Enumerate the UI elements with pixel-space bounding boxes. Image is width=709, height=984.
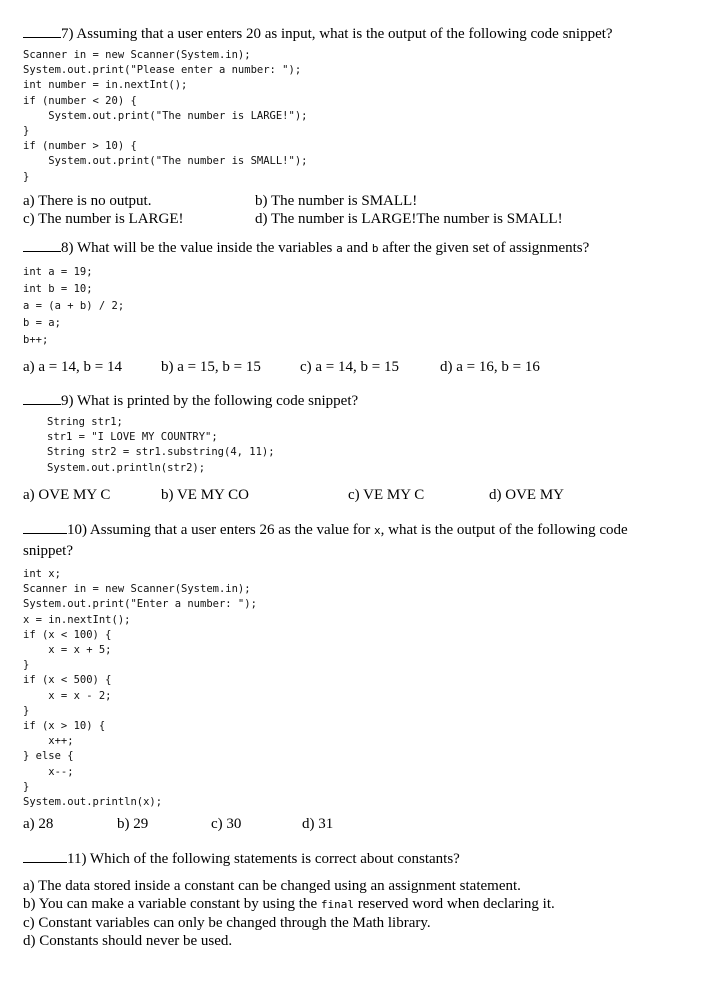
answer-blank[interactable]: [23, 520, 67, 534]
variable-a: a: [336, 242, 343, 255]
question-9: [23, 391, 693, 504]
question-7: [23, 24, 693, 228]
code-snippet: int a = 19; int b = 10; a = (a + b) / 2; b = a; b++;: [23, 266, 125, 346]
option-a: a) 28: [23, 816, 54, 833]
option-c: c) 30: [211, 816, 242, 833]
options-row: [23, 815, 693, 833]
option-b: [23, 895, 693, 914]
question-number: 7): [61, 26, 77, 42]
option-b: b) 29: [117, 816, 149, 833]
options-row: [23, 358, 693, 376]
question-11-stem: [23, 849, 693, 868]
option-a: a) There is no output.: [23, 192, 152, 209]
option-b: b) The number is SMALL!: [255, 192, 418, 209]
code-snippet: Scanner in = new Scanner(System.in); System.out.print("Please enter a number: "); int number = in.nextInt(); if (number < 20) { System.out.print("The number is LARGE!"); } if (number > 10) { System.out.print("The number is SMALL!"); }: [23, 49, 308, 183]
options-row: [23, 210, 693, 228]
option-b-text: b) You can make a variable constant by using the: [23, 896, 321, 912]
options-list: [23, 877, 693, 950]
option-a: a) OVE MY C: [23, 486, 111, 503]
option-a: a) a = 14, b = 14: [23, 359, 122, 375]
question-7-stem: [23, 24, 693, 43]
variable-b: b: [371, 242, 379, 255]
question-text: , what is the output of the following code: [380, 522, 628, 538]
option-b-text: reserved word when declaring it.: [353, 896, 555, 912]
answer-blank[interactable]: [23, 391, 61, 405]
question-number: 9): [61, 393, 77, 409]
question-text: Assuming that a user enters 20 as input, what is the output of the following code snippet?: [76, 26, 613, 42]
option-d: d) OVE MY: [489, 486, 564, 503]
options-row: [23, 486, 693, 504]
question-text: Assuming that a user enters 26 as the value for: [89, 522, 375, 538]
question-8-stem: [23, 238, 693, 258]
option-d: d) The number is LARGE!The number is SMALL!: [255, 210, 563, 227]
final-keyword: final: [320, 898, 354, 911]
option-a: a) The data stored inside a constant can be changed using an assignment statement.: [23, 878, 521, 894]
answer-blank[interactable]: [23, 24, 61, 38]
option-d: d) 31: [302, 816, 334, 833]
question-text: What is printed by the following code snippet?: [76, 393, 359, 409]
question-number: 11): [67, 851, 90, 867]
option-c: c) a = 14, b = 15: [300, 359, 399, 375]
code-snippet: String str1; str1 = "I LOVE MY COUNTRY"; String str2 = str1.substring(4, 11); System.out.println(str2);: [47, 416, 275, 474]
option-d: d) Constants should never be used.: [23, 933, 233, 949]
question-text: Which of the following statements is correct about constants?: [89, 851, 460, 867]
question-10: [23, 520, 693, 833]
option-b: b) VE MY CO: [161, 486, 249, 503]
question-text: and: [342, 240, 372, 256]
question-8: [23, 238, 693, 376]
question-10-stem: [23, 520, 693, 540]
option-c: c) VE MY C: [348, 486, 425, 503]
variable-x: x: [374, 524, 381, 537]
option-c: c) The number is LARGE!: [23, 210, 184, 227]
question-text-continued: snippet?: [23, 543, 73, 559]
answer-blank[interactable]: [23, 238, 61, 252]
question-number: 8): [61, 240, 77, 256]
answer-blank[interactable]: [23, 849, 67, 863]
question-text: What will be the value inside the variables: [76, 240, 337, 256]
option-b: b) a = 15, b = 15: [161, 359, 261, 375]
question-9-stem: [23, 391, 693, 410]
option-d: d) a = 16, b = 16: [440, 359, 540, 375]
options-row: [23, 192, 693, 210]
option-c: c) Constant variables can only be changed through the Math library.: [23, 915, 431, 931]
question-11: [23, 849, 693, 950]
code-snippet: int x; Scanner in = new Scanner(System.in); System.out.print("Enter a number: "); x = in.nextInt(); if (x < 100) { x = x + 5; } if (x < 500) { x = x - 2; } if (x > 10) { x++; } else { x--; } System.out.println(x);: [23, 568, 257, 809]
question-number: 10): [67, 522, 90, 538]
question-text: after the given set of assignments?: [378, 240, 590, 256]
